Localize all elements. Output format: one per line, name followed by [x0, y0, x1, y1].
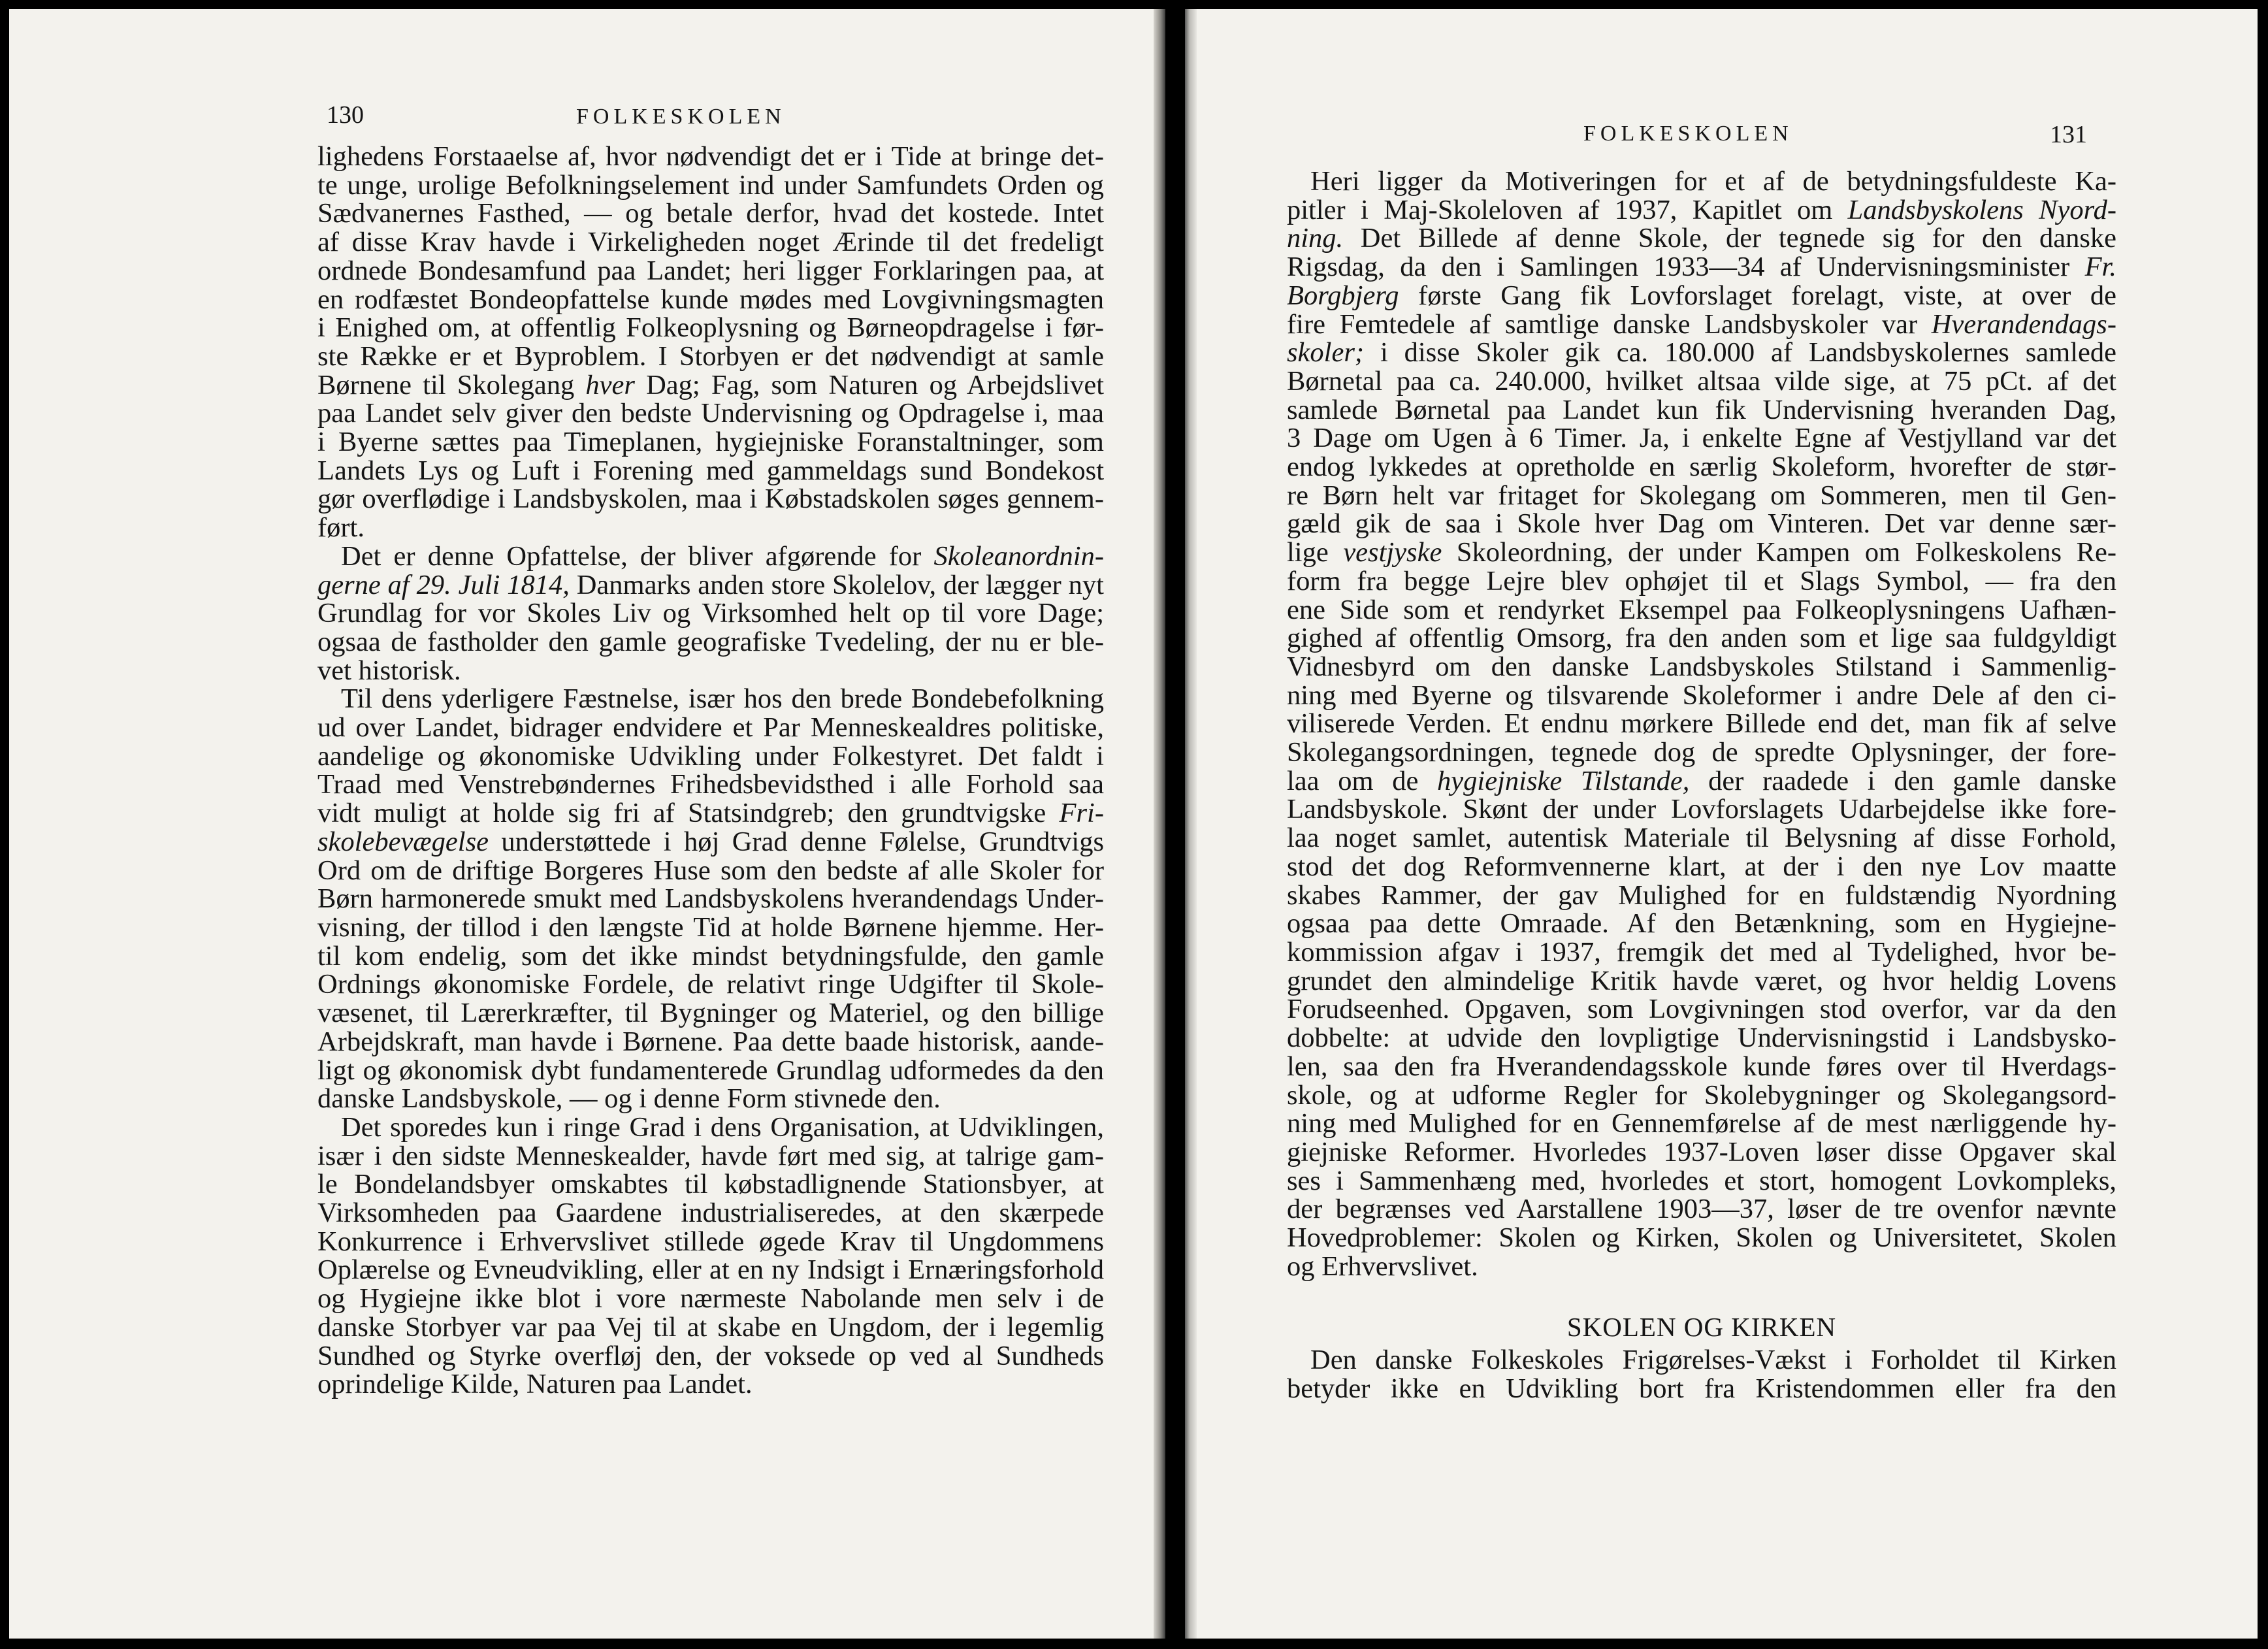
text-line [1287, 1346, 2116, 1375]
text-line [317, 1284, 1104, 1313]
book-gutter [1154, 9, 1165, 1639]
text-line [317, 799, 1104, 828]
text-line [1287, 453, 2116, 482]
text-line [1287, 1195, 2116, 1224]
text-line [317, 742, 1104, 771]
text-run: len, saa den fra Hverandendagsskole kunde føres over til Hverdags- [1287, 1051, 2116, 1082]
page-number: 131 [2050, 121, 2087, 148]
italic-text: skolebevægelse [317, 826, 489, 857]
text-line [317, 857, 1104, 885]
text-line [1287, 1024, 2116, 1053]
text-run: væsenet, til Lærerkræfter, til Bygninger og Materiel, og den billige [317, 998, 1104, 1029]
text-line [1287, 738, 2116, 767]
text-line [317, 286, 1104, 314]
italic-text: hygiejniske Tilstande, [1437, 765, 1690, 796]
text-run: ses i Sammenhæng med, hvorledes et stort, homogent Lovkompleks, [1287, 1165, 2116, 1196]
text-line [1287, 767, 2116, 796]
text-run: Børnetal paa ca. 240.000, hvilket altsaa vilde sige, at 75 pCt. af det [1287, 365, 2116, 397]
text-run: ud over Landet, bidrager endvidere et Par Menneskealdres politiske, [317, 712, 1104, 743]
text-line [317, 657, 1104, 685]
text-run: fire Femtedele af samtlige danske Landsbyskoler var [1287, 308, 1932, 340]
text-line [1287, 653, 2116, 681]
text-run: ogsaa de fastholder den gamle geografiske Tvedeling, der nu er ble- [317, 626, 1104, 657]
text-line [317, 1142, 1104, 1171]
text-run: gighed af offentlig Omsorg, fra den anden som et lige saa fuldgyldigt [1287, 623, 2116, 654]
text-run: ordnede Bondesamfund paa Landet; heri ligger Forklaringen paa, at [317, 255, 1104, 286]
text-line [1287, 282, 2116, 310]
text-run: Virksomheden paa Gaardene industrialiseredes, at den skærpede [317, 1198, 1104, 1229]
text-line [317, 1056, 1104, 1085]
italic-text: Fri- [1059, 798, 1104, 829]
text-line [1287, 510, 2116, 538]
text-run: Ordnings økonomiske Fordele, de relativt ringe Udgifter til Skole- [317, 969, 1104, 1000]
text-line [1287, 196, 2116, 225]
text-run: grundet den almindelige Kritik havde været, og hvor heldig Lovens [1287, 965, 2116, 996]
text-run: paa Landet selv giver den bedste Undervisning og Opdragelse i, maa [317, 398, 1104, 429]
text-line [317, 199, 1104, 228]
section-heading: SKOLEN OG KIRKEN [1566, 1312, 1837, 1343]
text-line [1287, 1138, 2116, 1167]
italic-text: ning. [1287, 223, 1344, 254]
text-run: Den danske Folkeskoles Frigørelses-Vækst i Forholdet til Kirken [1310, 1345, 2116, 1376]
text-line [1287, 567, 2116, 596]
text-line [1287, 681, 2116, 710]
text-line [317, 1170, 1104, 1199]
text-line [1287, 253, 2116, 282]
italic-text: skoler; [1287, 337, 1365, 368]
text-run: ning med Mulighed for en Gennemførelse af de mest nærliggende hy- [1287, 1108, 2116, 1139]
text-run: Forudseenhed. Opgaven, som Lovgivningen stod overfor, var da den [1287, 994, 2116, 1025]
paragraph [1287, 1346, 2116, 1403]
text-run: aandelige og økonomiske Udvikling under Folkestyret. Det faldt i [317, 740, 1104, 772]
right-page [1185, 9, 2258, 1639]
text-line [1287, 167, 2116, 196]
text-line [317, 542, 1104, 571]
text-run: af disse Krav havde i Virkeligheden noget Ærinde til det fredeligt [317, 227, 1104, 258]
running-header: FOLKESKOLEN [576, 105, 786, 129]
text-line [317, 1370, 1104, 1399]
italic-text: Skoleanordnin- [933, 540, 1104, 572]
text-line [1287, 1224, 2116, 1252]
text-line [1287, 909, 2116, 938]
text-run: ligt og økonomisk dybt fundamenterede Grundlag udformedes da den [317, 1054, 1104, 1086]
italic-text: vestjyske [1343, 537, 1442, 568]
text-run: vet historisk. [317, 655, 461, 686]
text-run: Danmarks anden store Skolelov, der lægger nyt [569, 569, 1104, 600]
text-line [1287, 338, 2116, 367]
text-line [317, 1228, 1104, 1256]
text-run: Landsbyskole. Skønt der under Lovforslagets Udarbejdelse ikke fore- [1287, 794, 2116, 825]
text-run: Børnene til Skolegang [317, 369, 586, 400]
text-run: skabes Rammer, der gav Mulighed for en fuldstændig Nyordning [1287, 879, 2116, 911]
text-run: dobbelte: at udvide den lovpligtige Undervisningstid i Landsbysko- [1287, 1022, 2116, 1054]
text-run: Traad med Venstrebøndernes Frihedsbevidsthed i alle Forhold saa [317, 769, 1104, 800]
body-text [317, 142, 1104, 1399]
text-line [317, 999, 1104, 1028]
text-run: vidt muligt at holde sig fri af Statsindgreb; den grundtvigske [317, 798, 1060, 829]
italic-text: hver [585, 369, 635, 400]
text-line [1287, 1053, 2116, 1081]
text-run: Grundlag for vor Skoles Liv og Virksomhed helt op til vore Dage; [317, 598, 1104, 629]
text-line [1287, 853, 2116, 881]
text-run: Sædvanernes Fasthed, — og betale derfor, hvad det kostede. Intet [317, 198, 1104, 229]
text-run: Ord om de driftige Borgeres Huse som den bedste af alle Skoler for [317, 855, 1104, 886]
italic-text: Borgbjerg [1287, 280, 1399, 311]
text-line [1287, 1109, 2116, 1138]
text-run: ste Række er et Byproblem. I Storbyen er det nødvendigt at samle [317, 340, 1104, 372]
text-run: Skolegangsordningen, tegnede dog de spredte Oplysninger, der fore- [1287, 737, 2116, 768]
italic-text: Fr. [2084, 252, 2116, 283]
text-run: pitler i Maj-Skoleloven af 1937, Kapitlet om [1287, 194, 1848, 225]
text-line [1287, 1375, 2116, 1403]
paragraph [317, 142, 1104, 542]
text-line [317, 599, 1104, 628]
text-run: laa noget samlet, autentisk Materiale til Belysning af disse Forhold, [1287, 823, 2116, 854]
paragraph [317, 685, 1104, 1113]
text-line [317, 942, 1104, 971]
text-line [317, 1342, 1104, 1371]
text-line [1287, 396, 2116, 425]
text-run: kommission afgav i 1937, fremgik det med al Tydelighed, hvor be- [1287, 936, 2116, 968]
text-run: Heri ligger da Motiveringen for et af de betydningsfuldeste Ka- [1310, 166, 2116, 197]
text-run: der raadede i den gamle danske [1689, 765, 2116, 796]
text-line [1287, 824, 2116, 853]
text-line [317, 342, 1104, 371]
text-run: samlede Børnetal paa Landet kun fik Undervisning hveranden Dag, [1287, 394, 2116, 425]
text-run: Hovedproblemer: Skolen og Kirken, Skolen og Universitetet, Skolen [1287, 1222, 2116, 1254]
text-line [317, 371, 1104, 400]
paragraph [317, 542, 1104, 685]
text-line [317, 1085, 1104, 1113]
paragraph [1287, 167, 2116, 1281]
text-run: første Gang fik Lovforslaget forelagt, viste, at over de [1399, 280, 2116, 311]
text-run: lighedens Forstaaelse af, hvor nødvendigt det er i Tide at bringe det- [317, 141, 1104, 172]
text-run: og Erhvervslivet. [1287, 1250, 1478, 1282]
text-run: og Hygiejne ikke blot i vore nærmeste Nabolande men selv i de [317, 1283, 1104, 1314]
text-line [317, 1113, 1104, 1142]
text-line [317, 685, 1104, 713]
text-run: understøttede i høj Grad denne Følelse, Grundtvigs [488, 826, 1104, 857]
text-run: i Byerne sættes paa Timeplanen, hygiejniske Foranstaltninger, som [317, 427, 1104, 458]
text-line [317, 1256, 1104, 1284]
text-run: endog lykkedes at opretholde en særlig Skoleform, hvorefter de stør- [1287, 451, 2116, 483]
text-line [1287, 881, 2116, 910]
text-run: Det er denne Opfattelse, der bliver afgørende for [341, 540, 934, 572]
text-line [317, 1313, 1104, 1342]
text-line [317, 457, 1104, 485]
text-line [317, 571, 1104, 600]
text-line [1287, 938, 2116, 967]
text-run: gæld gik de saa i Skole hver Dag om Vinteren. Det var denne sær- [1287, 508, 2116, 540]
text-run: Børn harmonerede smukt med Landsbyskolens hverandendags Under- [317, 883, 1104, 915]
text-run: Konkurrence i Erhvervslivet stillede øgede Krav til Ungdommens [317, 1226, 1104, 1257]
text-run: Sundhed og Styrke overfløj den, der voksede op ved al Sundheds [317, 1340, 1104, 1371]
text-line [1287, 624, 2116, 653]
text-run: stod det dog Reformvennerne klart, at der i den nye Lov maatte [1287, 851, 2116, 882]
text-run: visning, der tillod i den længste Tid at holde Børnene hjemme. Her- [317, 911, 1104, 943]
text-line [317, 171, 1104, 200]
text-line [317, 257, 1104, 286]
text-run: 3 Dage om Ugen à 6 Timer. Ja, i enkelte Egne af Vestjylland var det [1287, 423, 2116, 454]
text-run: Rigsdag, da den i Samlingen 1933—34 af Undervisningsminister [1287, 252, 2085, 283]
text-run: Til dens yderligere Fæstnelse, især hos den brede Bondebefolkning [341, 683, 1104, 715]
text-line [317, 828, 1104, 857]
page-number: 130 [327, 101, 364, 129]
text-line [1287, 538, 2116, 567]
text-run: ene Side som et rendyrket Eksempel paa Folkeoplysningens Uafhæn- [1287, 594, 2116, 625]
text-line [1287, 1167, 2116, 1196]
text-line [317, 1028, 1104, 1056]
text-run: re Børn helt var fritaget for Skolegang om Sommeren, men til Gen- [1287, 480, 2116, 511]
body-text [1287, 167, 2116, 1403]
text-run: giejniske Reformer. Hvorledes 1937-Loven løser disse Opgaver skal [1287, 1136, 2116, 1167]
text-line [1287, 224, 2116, 253]
italic-text: gerne af 29. Juli 1814, [317, 569, 570, 600]
text-line [1287, 995, 2116, 1024]
text-run: Arbejdskraft, man havde i Børnene. Paa dette baade historisk, aande- [317, 1026, 1104, 1057]
text-line [317, 970, 1104, 999]
text-run: viliserede Verden. Et endnu mørkere Billede end det, man fik af selve [1287, 708, 2116, 740]
text-run: i disse Skoler gik ca. 180.000 af Landsbyskolernes samlede [1364, 337, 2116, 368]
text-run: Vidnesbyrd om den danske Landsbyskoles Stilstand i Sammenlig- [1287, 651, 2116, 682]
text-line [317, 142, 1104, 171]
text-run: te unge, urolige Befolkningselement ind under Samfundets Orden og [317, 169, 1104, 201]
text-run: form fra begge Lejre blev ophøjet til et Slags Symbol, — fra den [1287, 565, 2116, 596]
text-line [317, 913, 1104, 942]
text-run: betyder ikke en Udvikling bort fra Kristendommen eller fra den [1287, 1373, 2116, 1404]
text-run: Det Billede af denne Skole, der tegnede sig for den danske [1343, 223, 2116, 254]
text-line [1287, 596, 2116, 625]
text-line [1287, 367, 2116, 396]
text-run: især i den sidste Menneskealder, havde ført med sig, at talrige gam- [317, 1140, 1104, 1171]
text-run: til kom endelig, som det ikke mindst betydningsfulde, den gamle [317, 940, 1104, 971]
text-run: ført. [317, 512, 364, 544]
text-line [1287, 424, 2116, 453]
text-line [317, 628, 1104, 657]
text-line [317, 314, 1104, 342]
text-run: Dag; Fag, som Naturen og Arbejdslivet [634, 369, 1104, 400]
text-line [317, 514, 1104, 542]
text-line [1287, 1081, 2116, 1110]
text-run: Skoleordning, der under Kampen om Folkeskolens Re- [1442, 537, 2116, 568]
text-line [1287, 710, 2116, 738]
text-line [317, 428, 1104, 457]
italic-text: Hverandendags- [1931, 308, 2116, 340]
left-page [9, 9, 1165, 1639]
text-line [317, 228, 1104, 257]
text-run: le Bondelandsbyer omskabtes til købstadlignende Stationsbyer, at [317, 1169, 1104, 1200]
text-run: ogsaa paa dette Omraade. Af den Betænkning, som en Hygiejne- [1287, 908, 2116, 939]
text-line [317, 1199, 1104, 1228]
text-line [1287, 1252, 2116, 1281]
text-run: Oplærelse og Evneudvikling, eller at en ny Indsigt i Ernæringsforhold [317, 1254, 1104, 1286]
running-header: FOLKESKOLEN [1583, 122, 1793, 146]
text-run: lige [1287, 537, 1344, 568]
text-line [1287, 310, 2116, 339]
paragraph [317, 1113, 1104, 1399]
text-line [1287, 795, 2116, 824]
text-run: en rodfæstet Bondeopfattelse kunde mødes med Lovgivningsmagten [317, 284, 1104, 315]
text-line [317, 885, 1104, 913]
text-run: danske Landsbyskole, — og i denne Form stivnede den. [317, 1083, 941, 1115]
text-line [317, 713, 1104, 742]
text-run: oprindelige Kilde, Naturen paa Landet. [317, 1369, 753, 1400]
text-run: gør overflødige i Landsbyskolen, maa i Købstadskolen søges gennem- [317, 483, 1104, 515]
text-run: Landets Lys og Luft i Forening med gammeldags sund Bondekost [317, 455, 1104, 486]
text-run: ning med Byerne og tilsvarende Skoleformer i andre Dele af den ci- [1287, 679, 2116, 711]
text-line [317, 399, 1104, 428]
text-run: danske Storbyer var paa Vej til at skabe en Ungdom, der i legemlig [317, 1311, 1104, 1343]
text-run: skole, og at udforme Regler for Skolebygninger og Skolegangsord- [1287, 1079, 2116, 1111]
book-gutter [1185, 9, 1197, 1639]
text-run: Det sporedes kun i ringe Grad i dens Organisation, at Udviklingen, [341, 1111, 1104, 1143]
text-run: laa om de [1287, 765, 1438, 796]
text-line [317, 770, 1104, 799]
text-line [1287, 967, 2116, 996]
text-run: i Enighed om, at offentlig Folkeoplysning og Børneopdragelse i før- [317, 312, 1104, 344]
italic-text: Landsbyskolens Nyord- [1847, 194, 2116, 225]
text-line [317, 485, 1104, 514]
text-line [1287, 482, 2116, 510]
text-run: der begrænses ved Aarstallene 1903—37, løser de tre ovenfor nævnte [1287, 1194, 2116, 1225]
